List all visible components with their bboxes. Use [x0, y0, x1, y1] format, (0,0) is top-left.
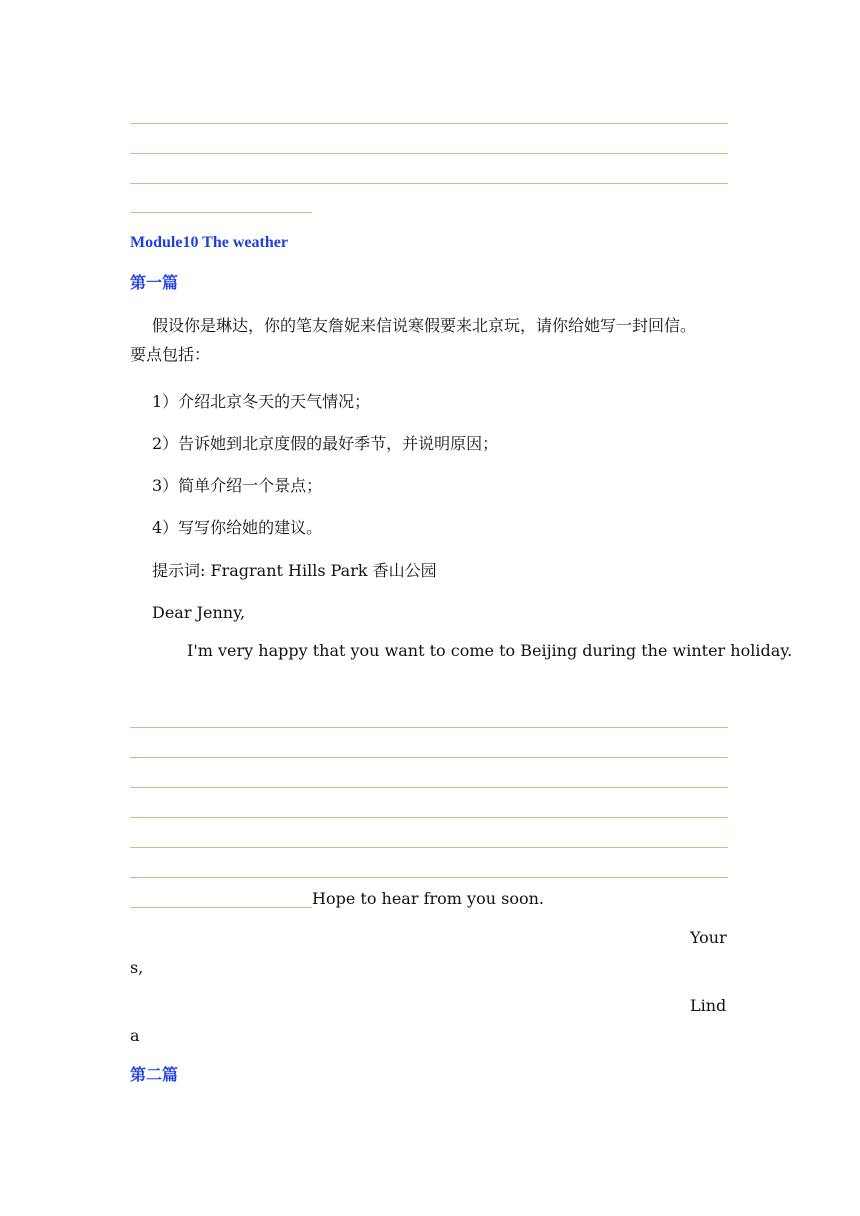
answer-line — [130, 847, 728, 848]
answer-line — [130, 757, 728, 758]
answer-line — [130, 817, 728, 818]
point-item: 3）简单介绍一个景点； — [152, 476, 323, 495]
sign-off: s, — [130, 958, 144, 977]
letter-closing: Hope to hear from you soon. — [312, 889, 544, 908]
answer-line — [130, 183, 728, 184]
signature-name: a — [130, 1026, 140, 1045]
answer-line — [130, 727, 728, 728]
sign-off: Your — [690, 928, 727, 947]
point-item: 2）告诉她到北京度假的最好季节，并说明原因； — [152, 434, 499, 453]
module-title: Module10 The weather — [130, 234, 288, 251]
answer-line — [130, 787, 728, 788]
hint-text: 提示词: Fragrant Hills Park 香山公园 — [152, 561, 437, 580]
answer-line — [130, 123, 728, 124]
point-item: 4）写写你给她的建议。 — [152, 518, 323, 537]
signature-name: Lind — [690, 996, 727, 1015]
letter-opening: I'm very happy that you want to come to Beijing during the winter holiday. — [187, 641, 793, 660]
section2-title: 第二篇 — [130, 1065, 179, 1084]
answer-line — [130, 212, 312, 213]
answer-line — [130, 153, 728, 154]
prompt-text: 要点包括： — [130, 345, 211, 364]
section1-title: 第一篇 — [130, 273, 179, 292]
prompt-text: 假设你是琳达，你的笔友詹妮来信说寒假要来北京玩，请你给她写一封回信。 — [152, 316, 697, 335]
answer-line — [130, 877, 728, 878]
point-item: 1）介绍北京冬天的天气情况； — [152, 392, 371, 411]
salutation: Dear Jenny, — [152, 603, 246, 622]
answer-line — [130, 907, 312, 908]
